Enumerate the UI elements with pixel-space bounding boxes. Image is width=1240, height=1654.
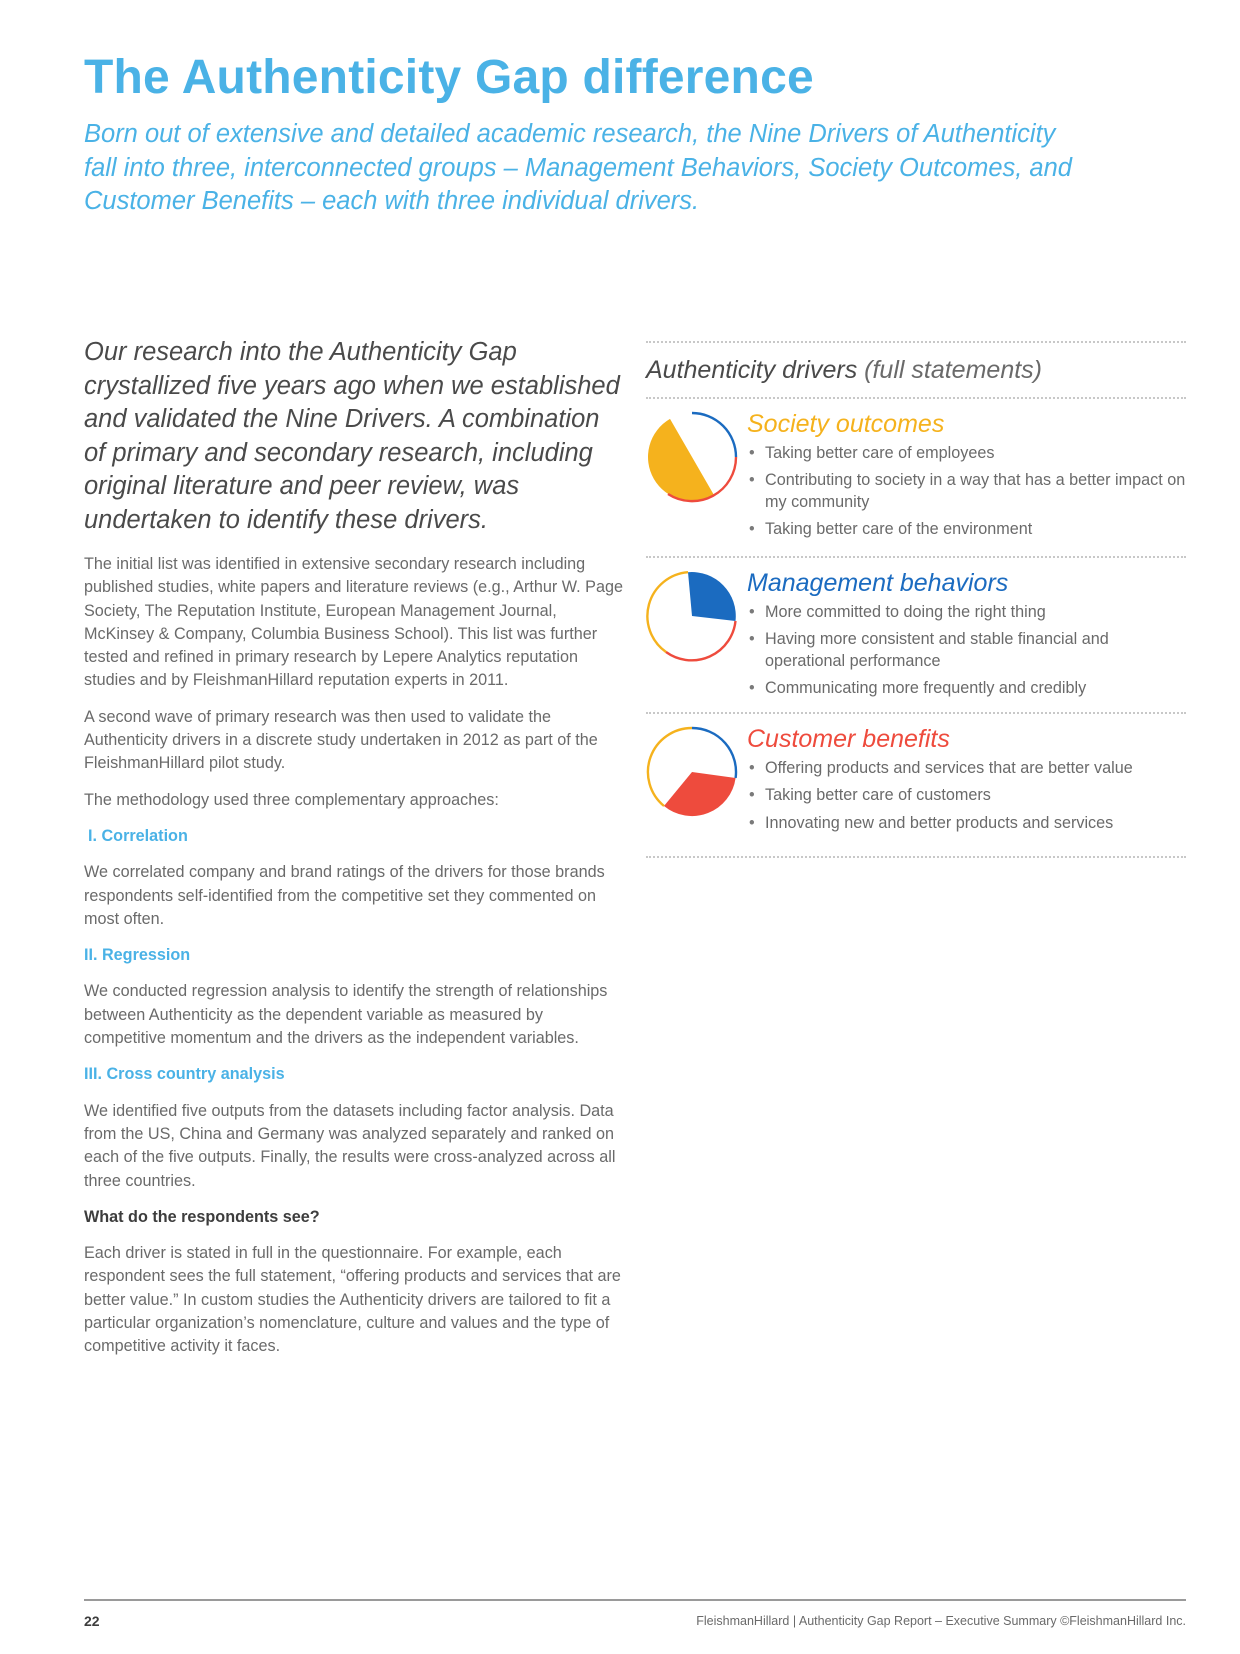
list-item: • Innovating new and better products and services — [747, 813, 1187, 834]
page-title: The Authenticity Gap difference — [84, 51, 814, 104]
group-title-society: Society outcomes — [747, 410, 945, 438]
section-text-correlation: We correlated company and brand ratings of the drivers for those brands respondents self-identified from the competitive set they commented on most often. — [84, 863, 605, 928]
list-item: • Offering products and services that are better value — [747, 758, 1187, 779]
section-heading-respondents: What do the respondents see? — [84, 1207, 320, 1226]
drivers-panel-title — [646, 343, 1186, 397]
list-item: • Contributing to society in a way that has a better impact on my community — [747, 470, 1187, 513]
body-paragraph-1: The initial list was identified in extensive secondary research including published studies, white papers and literature reviews (e.g., Arthur W. Page Society, The Reputation Institute, European Management Journal, McKinsey & Company, Columbia Business School). This list was further tested and refined in primary research by Lepere Analytics reputation studies and by FleishmanHillard reputation experts in 2011. — [84, 555, 623, 690]
body-column — [84, 553, 624, 1359]
drivers-panel-title-light: (full statements) — [864, 356, 1042, 384]
management-driver-list — [747, 602, 1187, 705]
list-item: • More committed to doing the right thing — [747, 602, 1187, 623]
page-number: 22 — [84, 1613, 100, 1629]
page-subtitle: Born out of extensive and detailed academic research, the Nine Drivers of Authenticity fall into three, interconnected groups – Management Behaviors, Society Outcomes, and Customer Benefits – each with three individual drivers. — [84, 120, 1072, 215]
section-text-regression: We conducted regression analysis to identify the strength of relationships between Authenticity as the dependent variable as measured by competitive momentum and the drivers as the independent variables. — [84, 982, 608, 1048]
management-pie-icon — [646, 570, 738, 662]
section-text-respondents: Each driver is stated in full in the questionnaire. For example, each respondent sees the full statement, “offering products and services that are better value.” In custom studies the Authenticity drivers are tailored to fit a particular organization’s nomenclature, culture and values and the type of competitive activity it faces. — [84, 1244, 621, 1356]
body-paragraph-3: The methodology used three complementary approaches: — [84, 790, 499, 809]
list-item: • Taking better care of the environment — [747, 519, 1187, 540]
section-heading-regression: II. Regression — [84, 946, 191, 965]
society-driver-list — [747, 443, 1187, 546]
section-heading-cross-country: III. Cross country analysis — [84, 1065, 285, 1084]
list-item: • Communicating more frequently and credibly — [747, 678, 1187, 699]
group-management-behaviors — [646, 558, 1186, 712]
group-title-customer: Customer benefits — [747, 725, 950, 753]
drivers-panel — [646, 341, 1186, 858]
group-customer-benefits — [646, 714, 1186, 868]
body-paragraph-2: A second wave of primary research was then used to validate the Authenticity drivers in a discrete study undertaken in 2012 as part of the FleishmanHillard pilot study. — [84, 707, 598, 773]
footer-text: FleishmanHillard | Authenticity Gap Report – Executive Summary ©FleishmanHillard Inc. — [696, 1614, 1186, 1628]
drivers-panel-title-main: Authenticity drivers — [646, 356, 858, 384]
list-item: • Having more consistent and stable financial and operational performance — [747, 629, 1187, 672]
section-heading-correlation: I. Correlation — [88, 826, 188, 845]
customer-pie-icon — [646, 726, 738, 818]
footer-rule — [84, 1599, 1186, 1601]
lead-paragraph: Our research into the Authenticity Gap crystallized five years ago when we established and validated the Nine Drivers. A combination of primary and secondary research, including original literature and peer review, was undertaken to identify these drivers. — [84, 338, 620, 534]
list-item: • Taking better care of employees — [747, 443, 1187, 464]
customer-driver-list — [747, 758, 1187, 840]
group-society-outcomes — [646, 399, 1186, 556]
section-text-cross-country: We identified five outputs from the datasets including factor analysis. Data from the US, China and Germany was analyzed separately and ranked on each of the five outputs. Finally, the results were cross-analyzed across all three countries. — [84, 1101, 616, 1190]
list-item: • Taking better care of customers — [747, 785, 1187, 806]
group-title-management: Management behaviors — [747, 569, 1009, 597]
society-pie-icon — [646, 411, 738, 503]
